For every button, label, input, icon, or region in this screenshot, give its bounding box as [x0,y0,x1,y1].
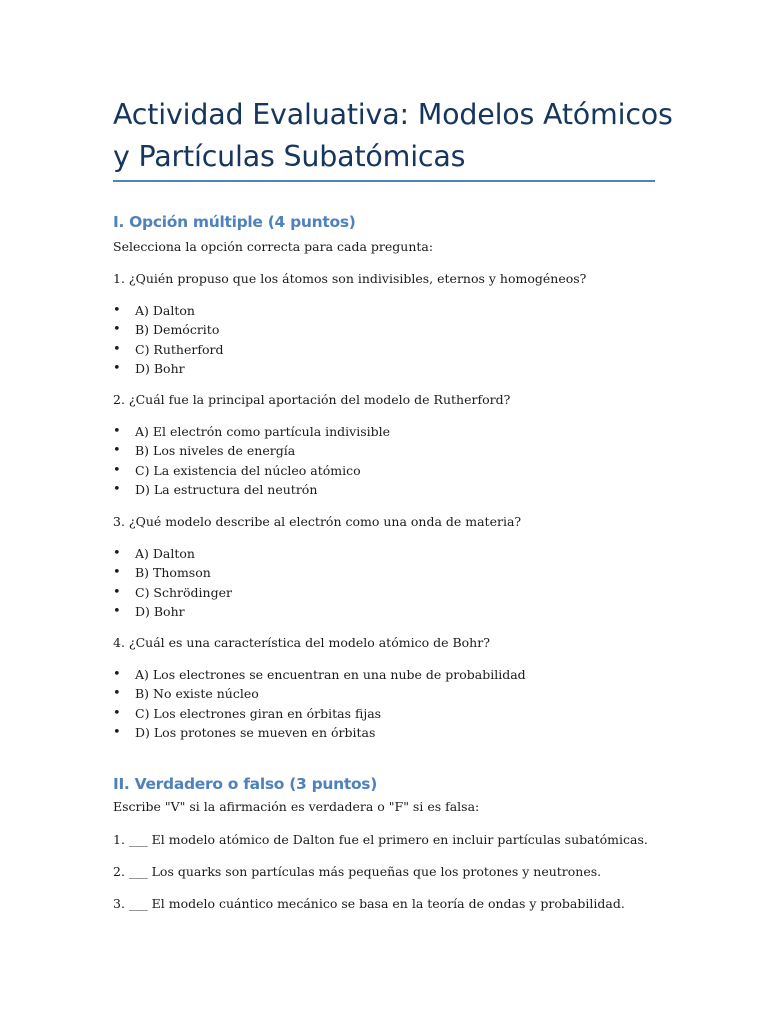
bullet-icon: • [113,462,121,478]
option-label: C) Los electrones giran en órbitas fijas [135,705,382,721]
true-false-statement-3: 3. ___ El modelo cuántico mecánico se basa en la teoría de ondas y probabilidad. [113,896,625,911]
option-item [113,602,232,621]
option-label: A) Los electrones se encuentran en una nube de probabilidad [135,667,526,682]
bullet-icon: • [113,303,121,318]
option-label: B) Demócrito [135,322,220,338]
question-4-options [113,665,526,742]
option-label: C) Schrödinger [135,584,232,600]
question-3: 3. ¿Qué modelo describe al electrón como una onda de materia? [113,514,522,529]
option-item [113,684,526,703]
question-2-options [113,422,390,499]
bullet-icon: • [113,686,121,702]
option-label: C) La existencia del núcleo atómico [135,462,361,478]
section-2-instructions: Escribe "V" si la afirmación es verdadera o "F" si es falsa: [113,799,480,814]
option-label: D) La estructura del neutrón [135,481,318,497]
option-label: A) Dalton [135,546,195,561]
bullet-icon: • [113,424,121,439]
option-item [113,583,232,602]
option-item [113,704,526,723]
title-underline [113,180,655,182]
option-item [113,301,223,320]
option-item [113,665,526,684]
bullet-icon: • [113,565,121,581]
option-item [113,723,526,742]
section-1-instructions: Selecciona la opción correcta para cada pregunta: [113,239,434,254]
option-label: D) Bohr [135,603,185,619]
option-item [113,340,223,359]
section-2-heading: II. Verdadero o falso (3 puntos) [113,775,378,793]
option-item [113,359,223,378]
bullet-icon: • [113,584,121,600]
true-false-statement-2: 2. ___ Los quarks son partículas más pequeñas que los protones y neutrones. [113,864,602,879]
true-false-statement-1: 1. ___ El modelo atómico de Dalton fue el primero en incluir partículas subatómicas. [113,832,648,847]
document-title: Actividad Evaluativa: Modelos Atómicos y Partículas Subatómicas [113,98,673,173]
question-1-options [113,301,223,378]
bullet-icon: • [113,360,121,376]
option-item [113,422,390,441]
bullet-icon: • [113,667,121,682]
option-item [113,563,232,582]
question-3-options [113,544,232,621]
question-1: 1. ¿Quién propuso que los átomos son indivisibles, eternos y homogéneos? [113,271,587,286]
option-item [113,544,232,563]
option-label: A) Dalton [135,303,195,318]
option-item [113,480,390,499]
bullet-icon: • [113,341,121,357]
bullet-icon: • [113,724,121,740]
option-label: B) Thomson [135,565,211,581]
option-item [113,441,390,460]
bullet-icon: • [113,603,121,619]
bullet-icon: • [113,443,121,459]
option-label: D) Bohr [135,360,185,376]
option-label: B) No existe núcleo [135,686,259,702]
question-2: 2. ¿Cuál fue la principal aportación del modelo de Rutherford? [113,392,511,407]
bullet-icon: • [113,546,121,561]
bullet-icon: • [113,705,121,721]
option-item [113,320,223,339]
bullet-icon: • [113,322,121,338]
option-item [113,461,390,480]
option-label: A) El electrón como partícula indivisible [135,424,391,439]
option-label: D) Los protones se mueven en órbitas [135,724,376,740]
option-label: B) Los niveles de energía [135,443,296,459]
option-label: C) Rutherford [135,341,224,357]
question-4: 4. ¿Cuál es una característica del modelo atómico de Bohr? [113,635,490,650]
bullet-icon: • [113,481,121,497]
section-1-heading: I. Opción múltiple (4 puntos) [113,213,356,231]
